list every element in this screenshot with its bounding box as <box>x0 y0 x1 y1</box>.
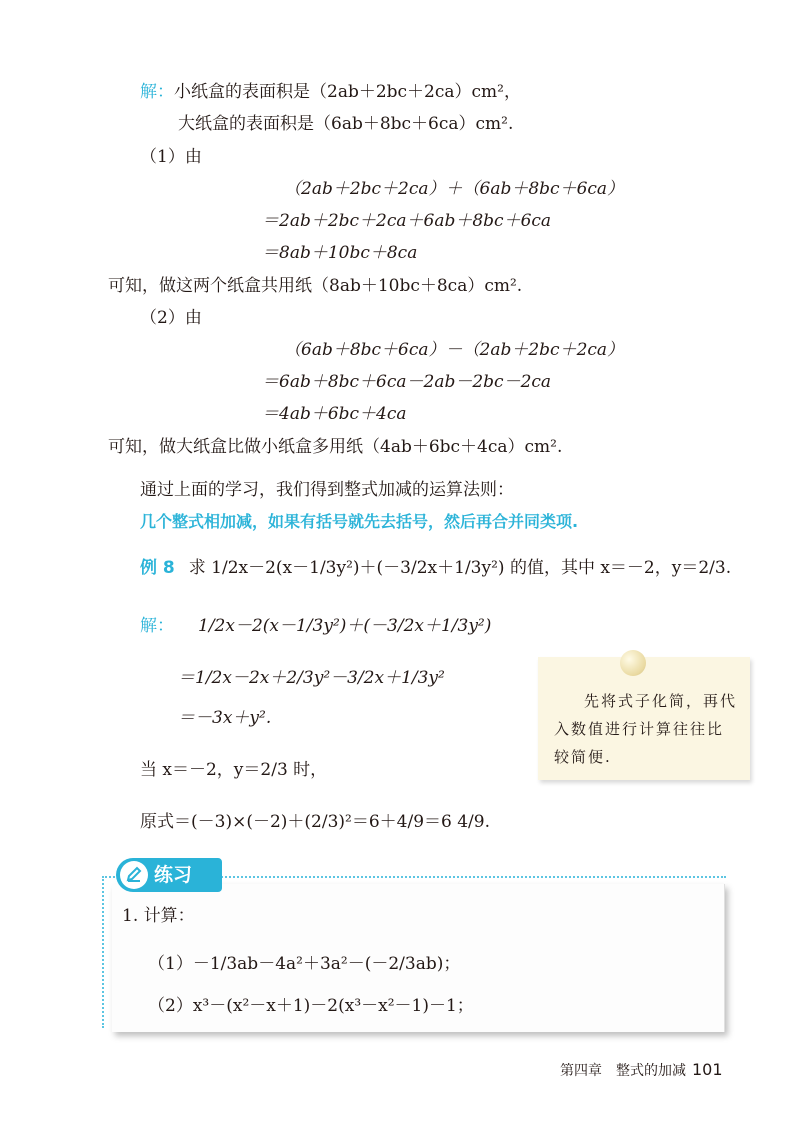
page-footer <box>560 1060 723 1081</box>
part2-conclusion: 可知，做大纸盒比做小纸盒多用纸（4ab＋6bc＋4ca）cm². <box>108 437 563 457</box>
practice-title: 练习 <box>154 864 193 886</box>
part1-label: （1）由 <box>140 147 202 167</box>
example8-solution-label: 解： <box>140 616 174 636</box>
pencil-icon <box>120 861 148 889</box>
part2-step-1: （6ab＋8bc＋6ca）－（2ab＋2bc＋2ca） <box>284 340 625 360</box>
example8-step-1-line <box>140 604 491 648</box>
pin-icon <box>620 650 646 676</box>
example8-step-1: 1/2x－2(x－1/3y²)＋(－3/2x＋1/3y²) <box>198 616 492 636</box>
part1-conclusion: 可知，做这两个纸盒共用纸（8ab＋10bc＋8ca）cm². <box>108 276 523 296</box>
solution-label: 解： <box>140 82 174 102</box>
part2-label: （2）由 <box>140 308 202 328</box>
example8-problem <box>140 546 731 590</box>
rule-text: 几个整式相加减，如果有括号就先去括号，然后再合并同类项. <box>140 512 579 531</box>
practice-q1-label: 1. 计算： <box>122 906 195 926</box>
example8-step-3: ＝－3x＋y². <box>178 708 272 728</box>
solution-line-1 <box>140 80 521 104</box>
practice-q1-item-1: （1）－1/3ab－4a²＋3a²－(－2/3ab)； <box>148 954 461 974</box>
example8-text: 求 1/2x－2(x－1/3y²)＋(－3/2x＋1/3y²) 的值，其中 x＝－2，y＝2/3. <box>188 558 732 578</box>
part1-step-3: ＝8ab＋10bc＋8ca <box>262 243 418 263</box>
chapter-title: 第四章 整式的加减 <box>560 1063 686 1079</box>
example8-result: 原式＝(－3)×(－2)＋(2/3)²＝6＋4/9＝6 4/9. <box>140 812 491 832</box>
page-number: 101 <box>692 1060 723 1079</box>
hint-note-text: 先将式子化简，再代入数值进行计算往往比较简便. <box>554 692 738 766</box>
rule-intro: 通过上面的学习，我们得到整式加减的运算法则： <box>140 480 514 500</box>
example8-label: 例 8 <box>140 558 175 578</box>
part1-step-2: ＝2ab＋2bc＋2ca＋6ab＋8bc＋6ca <box>262 211 552 231</box>
example8-when: 当 x＝－2，y＝2/3 时， <box>140 760 328 780</box>
example8-step-2: ＝1/2x－2x＋2/3y²－3/2x＋1/3y² <box>178 668 445 688</box>
practice-q1-item-2: （2）x³－(x²－x＋1)－2(x³－x²－1)－1； <box>148 996 474 1016</box>
part2-step-3: ＝4ab＋6bc＋4ca <box>262 404 407 424</box>
part1-step-1: （2ab＋2bc＋2ca）＋（6ab＋8bc＋6ca） <box>284 179 625 199</box>
part2-step-2: ＝6ab＋8bc＋6ca－2ab－2bc－2ca <box>262 372 552 392</box>
small-box-area: 小纸盒的表面积是（2ab＋2bc＋2ca）cm²， <box>174 82 521 102</box>
large-box-area: 大纸盒的表面积是（6ab＋8bc＋6ca）cm². <box>178 114 514 134</box>
